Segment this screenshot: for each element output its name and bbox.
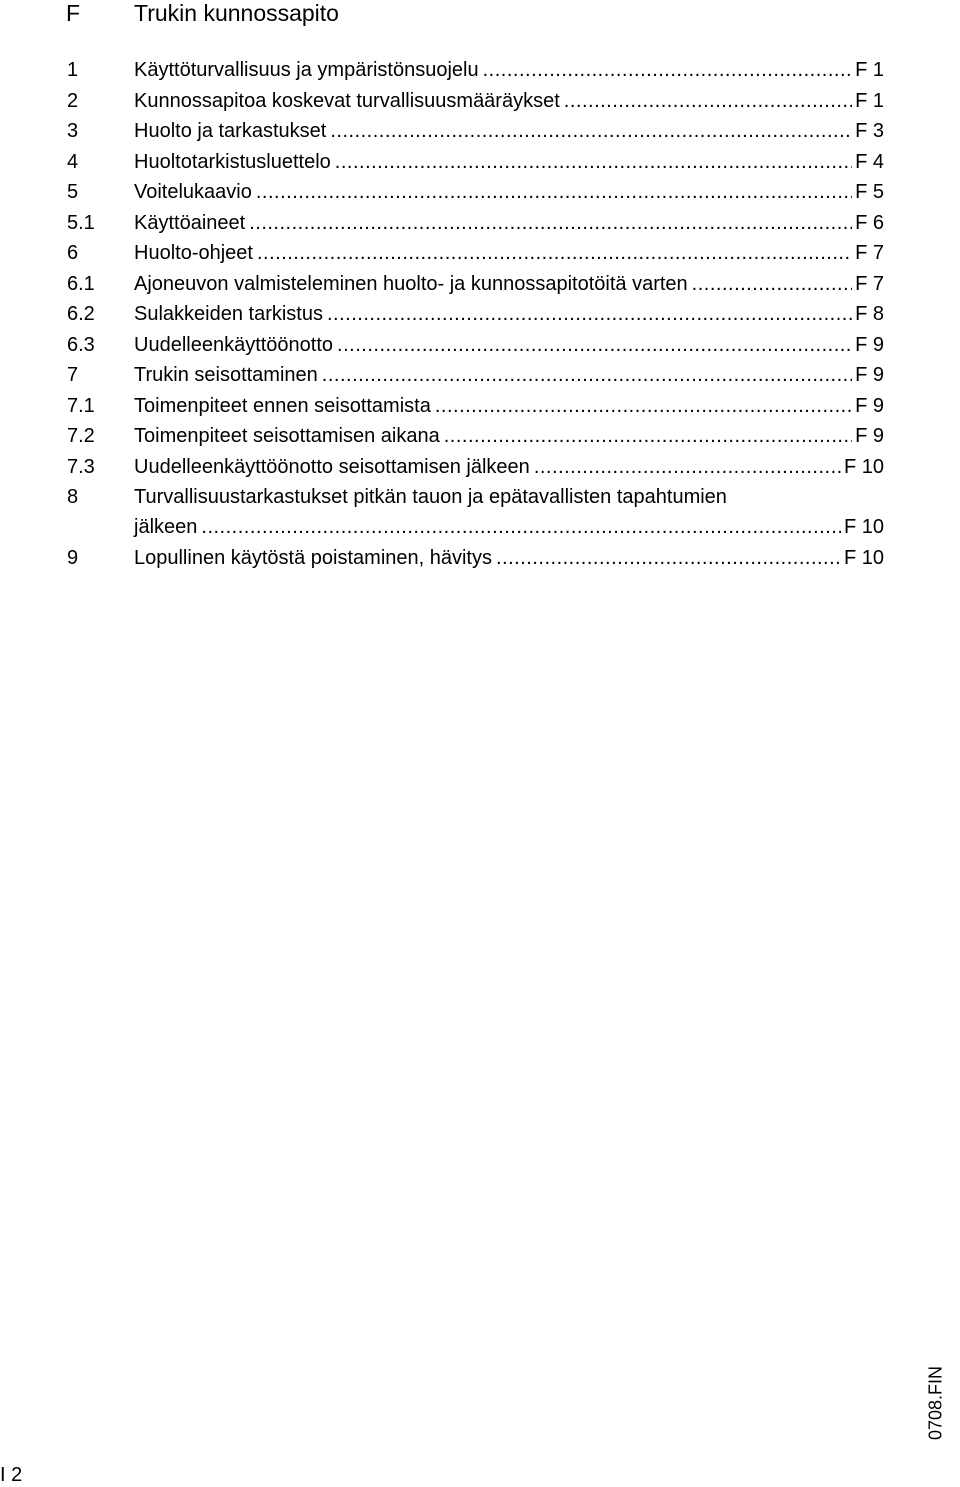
dot-leader (327, 299, 852, 329)
toc-entry[interactable] (0, 238, 960, 269)
toc-entry-title: Sulakkeiden tarkistus (134, 303, 323, 325)
toc-entry-number: 6.2 (67, 303, 95, 325)
toc-entry-number: 5 (67, 181, 79, 203)
toc-entry-title: Uudelleenkäyttöönotto seisottamisen jälkeen (134, 455, 530, 478)
dot-leader (444, 421, 852, 451)
toc-entry-number: 7.2 (67, 425, 95, 447)
section-title: Trukin kunnossapito (134, 0, 339, 26)
dot-leader (322, 360, 852, 390)
toc-entry-number: 4 (67, 150, 79, 173)
toc-entry-page: F 10 (843, 516, 884, 538)
toc-entry-page: F 10 (843, 547, 884, 569)
page-number: I 2 (0, 1464, 23, 1486)
toc-entry[interactable] (0, 86, 960, 117)
toc-entry-page: F 10 (843, 455, 884, 478)
toc-entry-title: Ajoneuvon valmisteleminen huolto- ja kunnossapitotöitä varten (134, 272, 688, 295)
toc-entry-number: 6 (67, 242, 79, 264)
toc-entry-title: Uudelleenkäyttöönotto (134, 333, 334, 356)
dot-leader (335, 147, 852, 177)
table-of-contents (0, 55, 960, 574)
section-letter: F (66, 0, 81, 26)
toc-entry-page: F 6 (855, 211, 884, 234)
toc-entry[interactable] (0, 482, 960, 543)
toc-entry-page: F 4 (855, 150, 884, 173)
section-heading (0, 0, 960, 30)
toc-entry-page: F 3 (855, 120, 884, 142)
toc-entry-number: 7.1 (67, 394, 95, 417)
toc-entry-title: Voitelukaavio (134, 181, 252, 203)
dot-leader (483, 55, 852, 85)
toc-entry-page: F 5 (855, 181, 884, 203)
dot-leader (257, 238, 852, 268)
toc-entry-title-line-2: jälkeen (134, 516, 198, 538)
toc-entry[interactable] (0, 116, 960, 147)
toc-entry-title: Huolto ja tarkastukset (134, 120, 327, 142)
document-code-text: 0708.FIN (925, 1365, 946, 1441)
dot-leader (330, 116, 852, 146)
toc-entry-number: 8 (67, 486, 79, 508)
toc-entry-number: 6.3 (67, 333, 95, 356)
toc-entry[interactable] (0, 391, 960, 422)
toc-entry-title: Trukin seisottaminen (134, 364, 318, 386)
toc-entry-number: 2 (67, 89, 79, 112)
toc-entry-page: F 1 (855, 89, 884, 112)
toc-entry-title: Käyttöturvallisuus ja ympäristönsuojelu (134, 59, 479, 81)
toc-entry-title: Lopullinen käytöstä poistaminen, hävitys (134, 547, 492, 569)
toc-entry-page: F 8 (855, 303, 884, 325)
toc-entry-title: Huoltotarkistusluettelo (134, 150, 331, 173)
dot-leader (496, 543, 841, 573)
toc-entry-title-line-1: Turvallisuustarkastukset pitkän tauon ja epätavallisten tapahtumien (134, 486, 727, 508)
toc-entry[interactable] (0, 55, 960, 86)
toc-entry[interactable] (0, 452, 960, 483)
toc-entry[interactable] (0, 208, 960, 239)
toc-entry[interactable] (0, 360, 960, 391)
toc-entry-number: 7.3 (67, 455, 95, 478)
toc-entry-page: F 1 (855, 59, 884, 81)
toc-entry-page: F 7 (855, 272, 884, 295)
dot-leader (435, 391, 852, 421)
document-code (916, 1358, 956, 1448)
toc-entry[interactable] (0, 177, 960, 208)
toc-entry-page: F 9 (855, 394, 884, 417)
toc-entry-title: Huolto-ohjeet (134, 242, 253, 264)
dot-leader (337, 330, 852, 360)
toc-entry[interactable] (0, 147, 960, 178)
toc-entry-title: Kunnossapitoa koskevat turvallisuusmääräykset (134, 89, 560, 112)
toc-entry-page: F 9 (855, 364, 884, 386)
toc-entry-number: 9 (67, 547, 79, 569)
toc-entry-page: F 9 (855, 333, 884, 356)
toc-entry-page: F 7 (855, 242, 884, 264)
toc-entry-title: Käyttöaineet (134, 211, 246, 234)
dot-leader (564, 86, 852, 116)
toc-entry[interactable] (0, 299, 960, 330)
toc-entry[interactable] (0, 421, 960, 452)
toc-entry-title: Toimenpiteet seisottamisen aikana (134, 425, 440, 447)
dot-leader (201, 512, 841, 542)
dot-leader (249, 208, 852, 238)
toc-entry-number: 1 (67, 59, 79, 81)
toc-entry[interactable] (0, 543, 960, 574)
dot-leader (692, 269, 852, 299)
dot-leader (534, 452, 841, 482)
toc-entry-number: 3 (67, 120, 79, 142)
toc-entry-number: 6.1 (67, 272, 95, 295)
toc-entry-number: 7 (67, 364, 79, 386)
toc-entry-title: Toimenpiteet ennen seisottamista (134, 394, 431, 417)
toc-entry[interactable] (0, 269, 960, 300)
toc-entry[interactable] (0, 330, 960, 361)
toc-entry-number: 5.1 (67, 211, 95, 234)
dot-leader (256, 177, 852, 207)
toc-entry-page: F 9 (855, 425, 884, 447)
